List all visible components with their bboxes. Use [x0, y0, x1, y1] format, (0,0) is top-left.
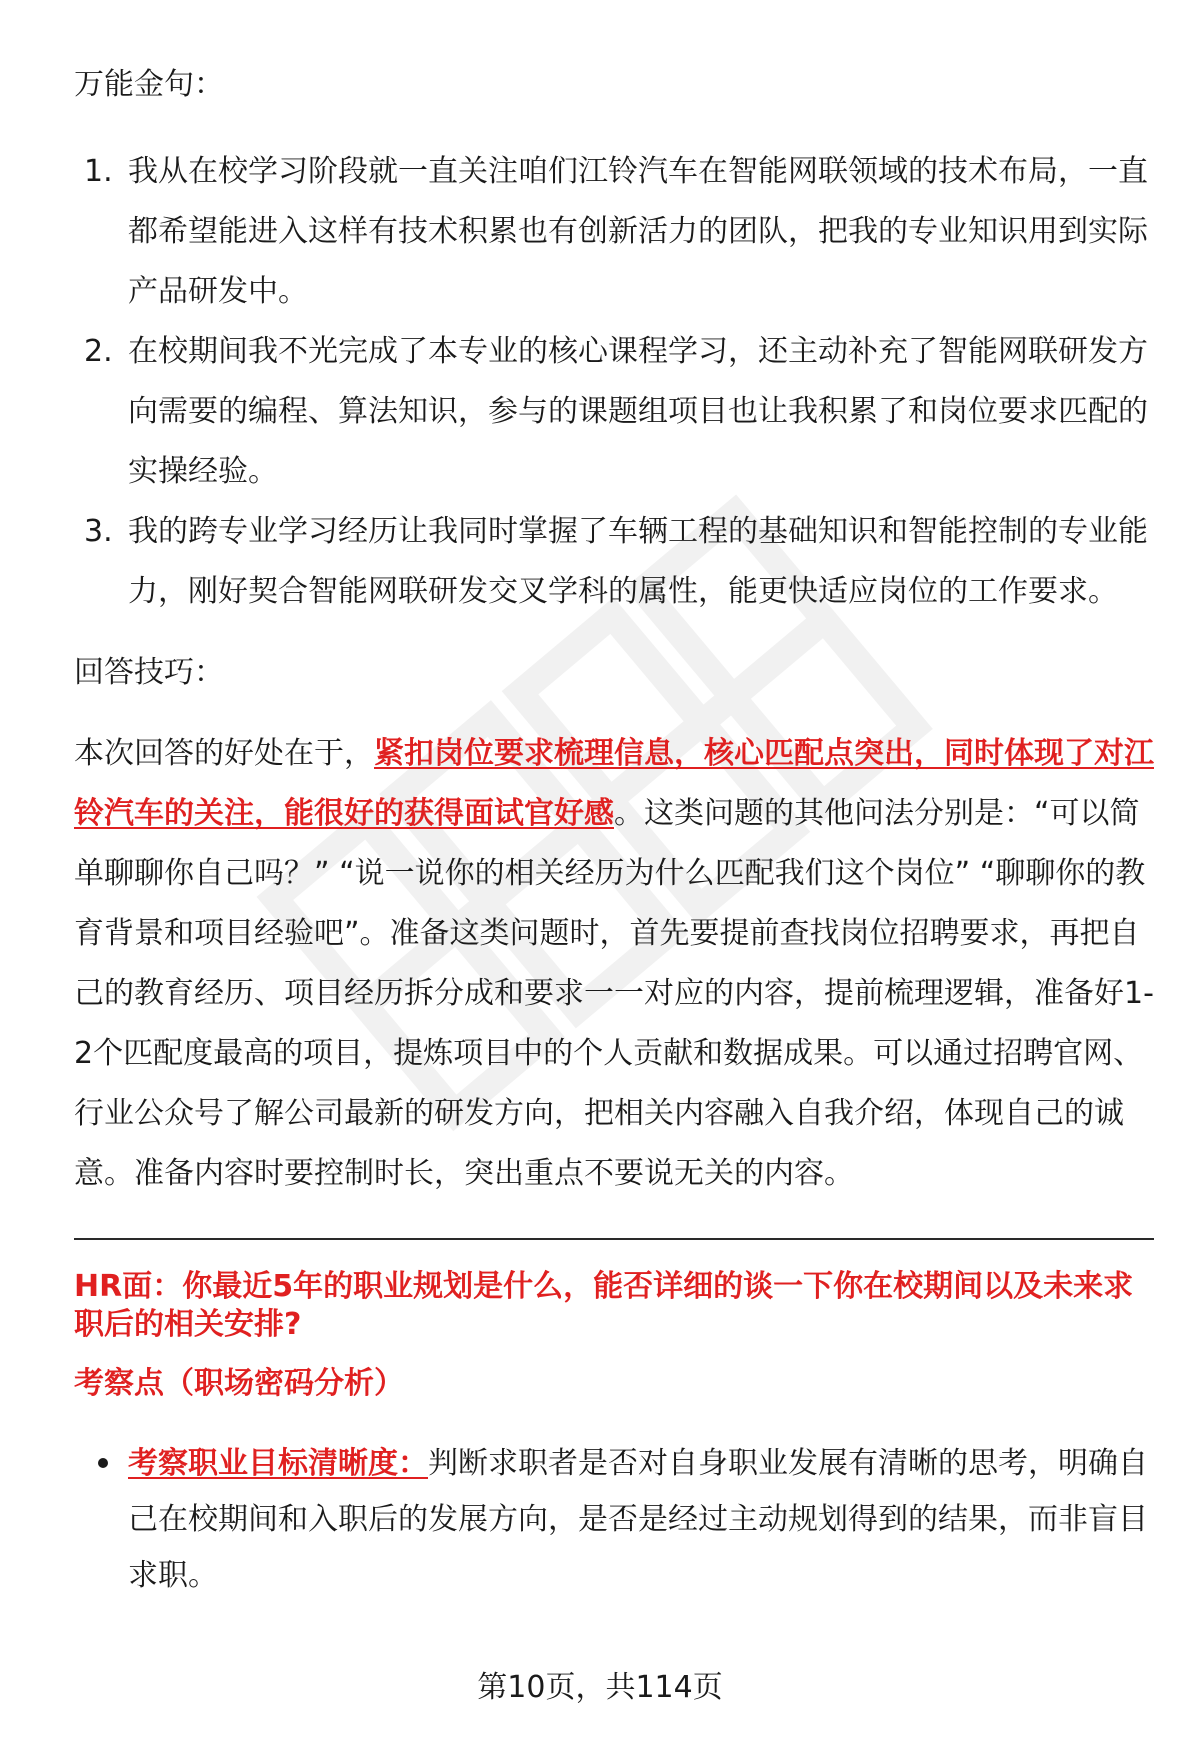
golden-phrases-label: 万能金句：	[74, 67, 224, 102]
list-item	[74, 1436, 1154, 1604]
tips-intro: 本次回答的好处在于，	[74, 736, 374, 771]
list-item-number: 1.	[84, 154, 113, 189]
answer-tips-paragraph	[74, 724, 1154, 1204]
list-item-text: 我的跨专业学习经历让我同时掌握了车辆工程的基础知识和智能控制的专业能力，刚好契合智能网联研发交叉学科的属性，能更快适应岗位的工作要求。	[128, 514, 1148, 609]
list-item	[74, 142, 1154, 322]
assessment-points-list	[74, 1436, 1154, 1604]
answer-tips-label: 回答技巧：	[74, 655, 224, 690]
list-item	[74, 322, 1154, 502]
tips-rest: 。这类问题的其他问法分别是：“可以简单聊聊你自己吗？” “说一说你的相关经历为什么匹配我们这个岗位” “聊聊你的教育背景和项目经验吧”。准备这类问题时，首先要提前查找岗位招聘要求，再把自己的教育经历、项目经历拆分成和要求一一对应的内容，提前梳理逻辑，准备好1-2个匹配度最高的项目，提炼项目中的个人贡献和数据成果。可以通过招聘官网、行业公众号了解公司最新的研发方向，把相关内容融入自我介绍，体现自己的诚意。准备内容时要控制时长，突出重点不要说无关的内容。	[74, 796, 1154, 1191]
list-item-number: 3.	[84, 514, 113, 549]
point-text: 判断求职者是否对自身职业发展有清晰的思考，明确自己在校期间和入职后的发展方向，是否是经过主动规划得到的结果，而非盲目求职。	[128, 1446, 1148, 1593]
list-item-text: 在校期间我不光完成了本专业的核心课程学习，还主动补充了智能网联研发方向需要的编程、算法知识，参与的课题组项目也让我积累了和岗位要求匹配的实操经验。	[128, 334, 1148, 489]
point-key: 考察职业目标清晰度：	[128, 1446, 428, 1481]
document-content	[74, 58, 1154, 1604]
list-item-text: 我从在校学习阶段就一直关注咱们江铃汽车在智能网联领域的技术布局，一直都希望能进入这样有技术积累也有创新活力的团队，把我的专业知识用到实际产品研发中。	[128, 154, 1148, 309]
section-divider	[74, 1238, 1154, 1240]
golden-phrases-list	[74, 142, 1154, 622]
list-item-number: 2.	[84, 334, 113, 369]
bullet-icon	[98, 1458, 108, 1468]
list-item	[74, 502, 1154, 622]
assessment-points-title: 考察点（职场密码分析）	[74, 1366, 404, 1401]
page-number: 第10页，共114页	[477, 1670, 723, 1705]
hr-question-heading: HR面：你最近5年的职业规划是什么，能否详细的谈一下你在校期间以及未来求职后的相关安排?	[74, 1269, 1134, 1342]
tips-highlight: 紧扣岗位要求梳理信息，核心匹配点突出，同时体现了对江铃汽车的关注，能很好的获得面试官好感	[74, 736, 1154, 831]
